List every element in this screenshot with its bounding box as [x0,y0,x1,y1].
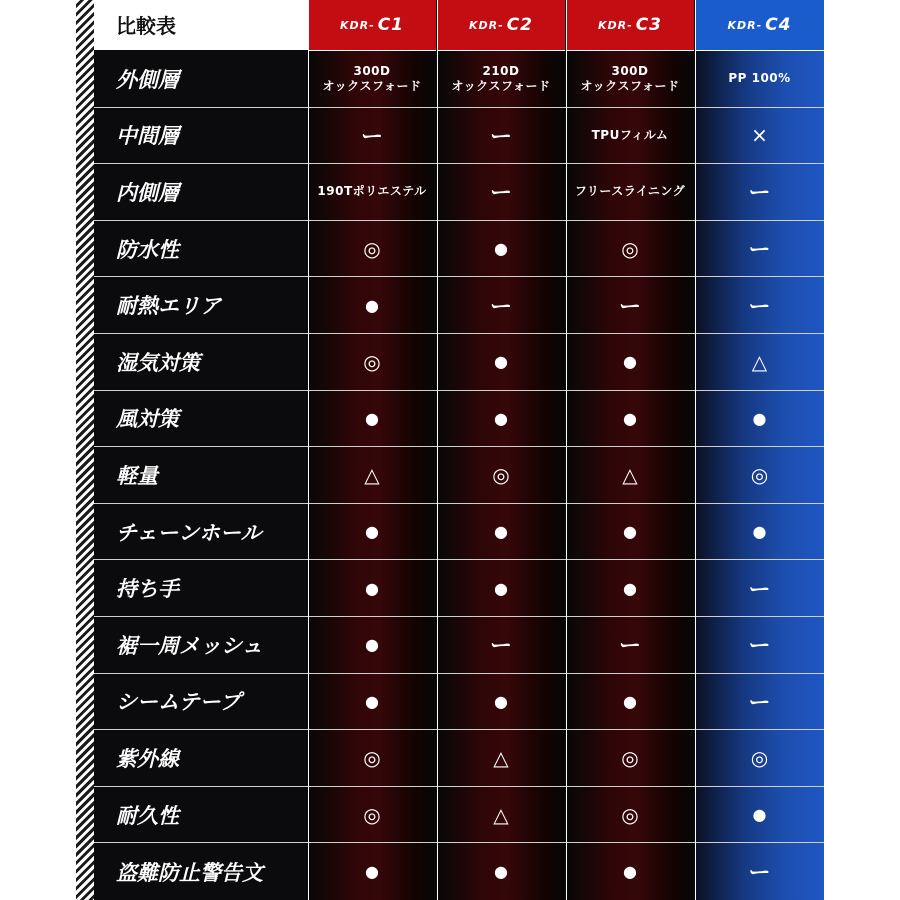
model-prefix: KDR- [339,18,375,32]
cell-value: ー [489,181,512,207]
cell-c1 [308,787,436,843]
cell-c1 [308,730,436,786]
cell-c4 [695,617,824,673]
cell-value: ◎ [363,745,381,770]
table-row [76,277,824,334]
cell-value: ー [748,634,771,660]
table-row [76,504,824,561]
cell-value: ● [494,522,508,542]
cell-c4 [695,221,824,277]
cell-c2 [437,843,565,900]
model-prefix: KDR- [727,18,763,32]
cell-c2 [437,447,565,503]
cell-value: ● [623,408,637,428]
cell-c4 [695,51,824,107]
cell-c1 [308,617,436,673]
cell-c1 [308,843,436,900]
cell-value: ● [365,522,379,542]
row-label: 盗難防止警告文 [116,860,263,885]
cell-value: ● [623,352,637,372]
cell-c3 [566,447,694,503]
cell-value: ● [365,408,379,428]
cell-c1 [308,277,436,333]
decorative-stripe [76,0,94,900]
cell-value: ー [748,690,771,716]
cell-value: ● [752,408,767,428]
cell-c3 [566,164,694,220]
cell-c1 [308,674,436,730]
cell-c1 [308,108,436,164]
cell-value: ● [623,691,637,711]
cell-c3 [566,51,694,107]
divider [308,0,309,900]
row-label: 中間層 [116,124,179,149]
cell-c1 [308,447,436,503]
row-label: 裾一周メッシュ [116,633,263,658]
cell-c2 [437,51,565,107]
row-label: シームテープ [116,690,241,715]
row-label: 耐久性 [116,803,179,828]
model-suffix: C3 [635,15,662,35]
cell-value: ◎ [621,745,639,770]
cell-value: ー [748,181,771,207]
cell-value: ● [365,295,379,315]
cell-c3 [566,108,694,164]
model-suffix: C4 [765,15,792,35]
cell-value: △ [751,349,768,374]
cell-value: ー [489,294,512,320]
cell-c1 [308,334,436,390]
cell-c3 [566,560,694,616]
cell-c3 [566,843,694,900]
cell-c3 [566,504,694,560]
cell-value: △ [364,462,380,487]
cell-c2 [437,334,565,390]
cell-c2 [437,730,565,786]
cell-c1 [308,560,436,616]
cell-value: ◎ [621,236,639,261]
table-row [76,560,824,617]
cell-value: ー [748,294,771,320]
cell-c2 [437,504,565,560]
cell-value: ● [752,805,767,825]
divider [437,0,438,900]
table-row [76,787,824,844]
row-label: 紫外線 [116,746,179,771]
cell-text-line: オックスフォード [322,78,422,93]
cell-c1 [308,51,436,107]
cell-c4 [695,730,824,786]
cell-value: ◎ [363,236,381,261]
cell-value: フリースライニング [574,184,686,199]
row-label: 風対策 [116,407,179,432]
model-header-c4 [695,0,824,51]
cell-value: ー [748,577,771,603]
cell-value: ー [748,861,771,887]
cell-value: ● [365,578,379,598]
cell-value: ー [748,238,771,264]
cell-c4 [695,447,824,503]
table-row [76,391,824,448]
model-header-c3 [566,0,694,51]
cell-c2 [437,674,565,730]
cell-value: ◎ [750,745,769,770]
table-body [76,51,824,900]
cell-text [323,64,422,94]
table-row [76,108,824,165]
model-suffix: C2 [506,15,533,35]
model-prefix: KDR- [468,18,504,32]
divider [695,0,696,900]
cell-c3 [566,617,694,673]
cell-c1 [308,221,436,277]
cell-value: TPUフィルム [591,127,669,142]
cell-c3 [566,730,694,786]
cell-value: ● [623,522,637,542]
cell-c4 [695,504,824,560]
cell-value: × [751,123,768,148]
cell-value: ー [360,124,383,150]
model-suffix: C1 [377,15,404,35]
table-row [76,447,824,504]
cell-c4 [695,843,824,900]
cell-text [452,64,551,94]
cell-value: ● [494,862,508,882]
cell-text [581,64,680,94]
cell-c3 [566,391,694,447]
cell-value: 190Tポリエステル [317,184,427,199]
cell-value: ● [494,408,508,428]
cell-c4 [695,277,824,333]
cell-c2 [437,787,565,843]
cell-value: ● [494,352,508,372]
cell-c1 [308,164,436,220]
row-label: 耐熱エリア [116,294,221,319]
cell-value: ● [623,578,637,598]
cell-c3 [566,787,694,843]
cell-c3 [566,674,694,730]
model-prefix: KDR- [597,18,633,32]
cell-value: PP 100% [728,71,791,86]
table-row [76,221,824,278]
cell-value: ● [365,691,379,711]
row-label: 内側層 [116,180,179,205]
cell-text-line: 300D [611,63,649,78]
cell-c2 [437,277,565,333]
cell-value: △ [493,802,509,827]
cell-value: △ [622,462,638,487]
table-row [76,51,824,108]
cell-value: ● [752,522,767,542]
cell-value: ◎ [492,462,510,487]
divider [566,0,567,900]
cell-c2 [437,391,565,447]
cell-value: ● [494,578,508,598]
table-row [76,164,824,221]
cell-value: ◎ [621,802,639,827]
cell-c4 [695,164,824,220]
cell-value: ● [623,862,637,882]
cell-c1 [308,504,436,560]
cell-c2 [437,164,565,220]
table-row [76,334,824,391]
cell-c2 [437,560,565,616]
cell-c4 [695,787,824,843]
cell-text-line: オックスフォード [580,78,680,93]
cell-c4 [695,391,824,447]
row-label: チェーンホール [116,520,262,545]
cell-text-line: オックスフォード [451,78,551,93]
cell-value: ● [365,635,379,655]
row-label: 持ち手 [116,577,179,602]
table-title: 比較表 [94,0,308,50]
cell-c4 [695,108,824,164]
cell-c3 [566,334,694,390]
comparison-table [76,0,824,900]
row-label: 防水性 [116,237,179,262]
cell-c3 [566,277,694,333]
cell-c1 [308,391,436,447]
cell-c4 [695,674,824,730]
cell-c4 [695,334,824,390]
row-label: 軽量 [116,463,158,488]
cell-c4 [695,560,824,616]
cell-c2 [437,108,565,164]
table-row [76,843,824,900]
cell-value: ー [489,634,512,660]
cell-text-line: 300D [353,63,391,78]
row-label: 湿気対策 [116,350,200,375]
cell-value: ● [494,239,508,259]
cell-c2 [437,221,565,277]
table-row [76,674,824,731]
cell-value: ー [618,634,641,660]
cell-value: ー [489,124,512,150]
cell-value: ◎ [363,349,381,374]
cell-c3 [566,221,694,277]
table-row [76,617,824,674]
cell-text-line: 210D [482,63,520,78]
cell-value: ー [618,294,641,320]
model-header-c2 [437,0,565,51]
row-label: 外側層 [116,67,179,92]
model-header-c1 [308,0,436,51]
cell-c2 [437,617,565,673]
cell-value: ● [494,691,508,711]
cell-value: ● [365,862,379,882]
cell-value: ◎ [363,802,381,827]
cell-value: ◎ [750,462,769,487]
cell-value: △ [493,745,509,770]
table-row [76,730,824,787]
